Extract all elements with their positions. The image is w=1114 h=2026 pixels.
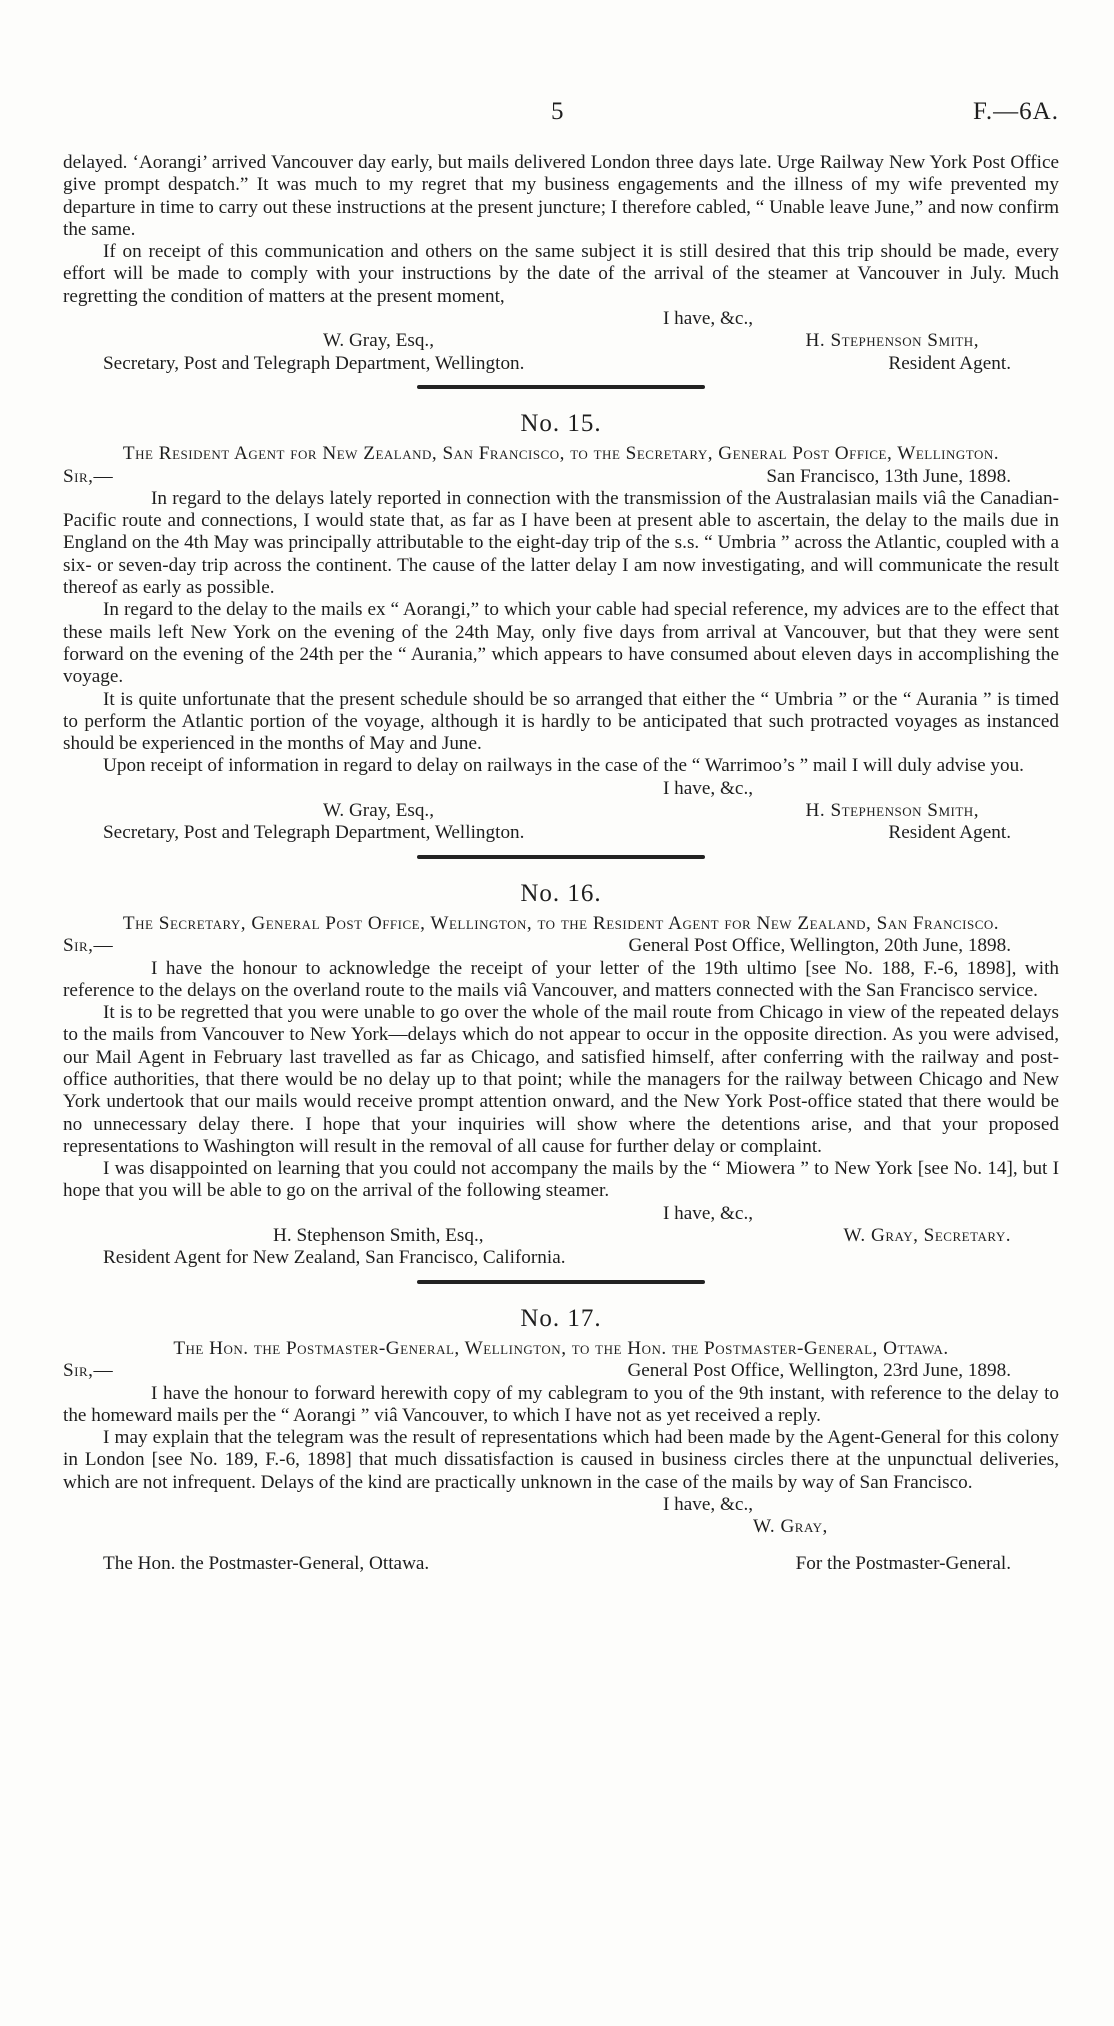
- signer: H. Stephenson Smith,: [805, 330, 979, 352]
- document-reference: F.—6A.: [973, 98, 1059, 125]
- page-header: [63, 0, 1059, 125]
- letter-title: The Secretary, General Post Office, Wellington, to the Resident Agent for New Zealand, San Francisco.: [122, 912, 1000, 934]
- closing: I have, &c.,: [663, 1202, 754, 1224]
- section-divider: [417, 1280, 705, 1284]
- letter-number: No. 16.: [520, 879, 602, 907]
- paragraph: I have the honour to acknowledge the receipt of your letter of the 19th ultimo [see No. 188, F.-6, 1898], with reference to the delays on the overland route to the mails viâ Vancouver, and matters connected with the San Francisco service.: [63, 957, 1059, 1001]
- letter-continuation: [63, 152, 1059, 375]
- addressee: W. Gray, Esq.,: [323, 330, 435, 352]
- document-body: [63, 152, 1059, 1575]
- paragraph: It is quite unfortunate that the present schedule should be so arranged that either the “ Umbria ” or the “ Aurania ” is timed to perform the Atlantic portion of the voyage, although it is hardly to be anticipated that such protracted voyages as instanced should be experienced in the months of May and June.: [63, 688, 1059, 755]
- signer-title: Resident Agent.: [888, 822, 1011, 844]
- letter-number: No. 17.: [520, 1304, 602, 1332]
- paragraph: In regard to the delay to the mails ex “ Aorangi,” to which your cable had special reference, my advices are to the effect that these mails left New York on the evening of the 24th May, only five days from arrival at Vancouver, but that they were sent forward on the evening of the 24th per the “ Aurania,” which appears to have consumed about eleven days in accomplishing the voyage.: [63, 599, 1059, 688]
- paragraph: I was disappointed on learning that you could not accompany the mails by the “ Miowera ” to New York [see No. 14], but I hope that you will be able to go on the arrival of the following steamer.: [63, 1158, 1059, 1202]
- title-line: [63, 822, 1059, 844]
- salutation: Sir,—: [63, 465, 114, 487]
- letter-title: The Resident Agent for New Zealand, San Francisco, to the Secretary, General Post Office, Wellington.: [122, 443, 1000, 465]
- addressee: The Hon. the Postmaster-General, Ottawa.: [103, 1552, 430, 1574]
- letter-no-16: [63, 879, 1059, 1270]
- closing: I have, &c.,: [663, 1494, 754, 1516]
- dateline: General Post Office, Wellington, 20th June, 1898.: [628, 935, 1011, 957]
- signer: W. Gray, Secretary.: [843, 1225, 1011, 1247]
- page-number: 5: [551, 98, 564, 125]
- addressee: H. Stephenson Smith, Esq.,: [273, 1225, 484, 1247]
- section-divider: [417, 385, 705, 389]
- paragraph: delayed. ‘Aorangi’ arrived Vancouver day early, but mails delivered London three days late. Urge Railway New York Post Office give prompt despatch.” It was much to my regret that my business engagements and the illness of my wife prevented my departure in time to carry out these instructions at the present juncture; I therefore cabled, “ Unable leave June,” and now confirm the same.: [63, 152, 1059, 240]
- paragraph: It is to be regretted that you were unable to go over the whole of the mail route from Chicago in view of the repeated delays to the mails from Vancouver to New York—delays which do not appear to occur in the opposite direction. As you were advised, our Mail Agent in February last travelled as far as Chicago, and satisfied himself, after conferring with the railway and post-office authorities, that there would be no delay up to that point; while the managers for the railway between Chicago and New York undertook that our mails would receive prompt attention onward, and the New York Post-office stated that there would be no unnecessary delay there. I hope that your inquiries will show where the detentions arise, and that your proposed representations to Washington will result in the removal of all cause for further delay or complaint.: [63, 1002, 1059, 1157]
- paragraph: I may explain that the telegram was the result of representations which had been made by the Agent-General for this colony in London [see No. 189, F.-6, 1898] that much dissatisfaction is caused in business circles there at the unpunctual deliveries, which are not infrequent. Delays of the kind are practically unknown in the case of the mails by way of San Francisco.: [63, 1427, 1059, 1493]
- title-line: [63, 1553, 1059, 1575]
- letter-no-17: [63, 1304, 1059, 1575]
- paragraph: I have the honour to forward herewith copy of my cablegram to you of the 9th instant, with reference to the delay to the homeward mails per the “ Aorangi ” viâ Vancouver, to which I have not as yet received a reply.: [63, 1382, 1059, 1426]
- dateline-row: [63, 466, 1059, 488]
- addressee-title: Resident Agent for New Zealand, San Francisco, California.: [103, 1247, 566, 1269]
- addressee-title: Secretary, Post and Telegraph Department, Wellington.: [103, 352, 525, 374]
- paragraph: Upon receipt of information in regard to delay on railways in the case of the “ Warrimoo’s ” mail I will duly advise you.: [103, 755, 1024, 777]
- closing: I have, &c.,: [663, 777, 754, 799]
- paragraph: In regard to the delays lately reported in connection with the transmission of the Australasian mails viâ the Canadian-Pacific route and connections, I would state that, as far as I have been at present able to ascertain, the delay to the mails due in England on the 4th May was principally attributable to the eight-day trip of the s.s. “ Umbria ” across the Atlantic, coupled with a six- or seven-day trip across the continent. The cause of the latter delay I am now investigating, and will communicate the result thereof as early as possible.: [63, 487, 1059, 599]
- signer: H. Stephenson Smith,: [805, 800, 979, 822]
- dateline: San Francisco, 13th June, 1898.: [766, 465, 1011, 487]
- salutation: Sir,—: [63, 1360, 114, 1382]
- addressee: W. Gray, Esq.,: [323, 800, 435, 822]
- section-divider: [417, 855, 705, 859]
- signer-title: Resident Agent.: [888, 352, 1011, 374]
- signature-line: [63, 800, 1059, 822]
- dateline-row: [63, 935, 1059, 957]
- salutation: Sir,—: [63, 935, 114, 957]
- signer-title: For the Postmaster-General.: [795, 1552, 1011, 1574]
- paragraph: If on receipt of this communication and others on the same subject it is still desired that this trip should be made, every effort will be made to comply with your instructions by the date of the arrival of the steamer at Vancouver in July. Much regretting the condition of matters at the present moment,: [63, 241, 1059, 307]
- addressee-title: Secretary, Post and Telegraph Department, Wellington.: [103, 822, 525, 844]
- closing: I have, &c.,: [663, 308, 754, 330]
- title-line: [63, 353, 1059, 375]
- signature-line: [63, 330, 1059, 352]
- signature-line: [63, 1225, 1059, 1247]
- signer: W. Gray,: [753, 1516, 828, 1538]
- letter-title: The Hon. the Postmaster-General, Wellington, to the Hon. the Postmaster-General, Ottawa.: [173, 1337, 949, 1359]
- dateline: General Post Office, Wellington, 23rd June, 1898.: [627, 1360, 1011, 1382]
- letter-number: No. 15.: [520, 409, 602, 437]
- dateline-row: [63, 1360, 1059, 1382]
- letter-no-15: [63, 409, 1059, 845]
